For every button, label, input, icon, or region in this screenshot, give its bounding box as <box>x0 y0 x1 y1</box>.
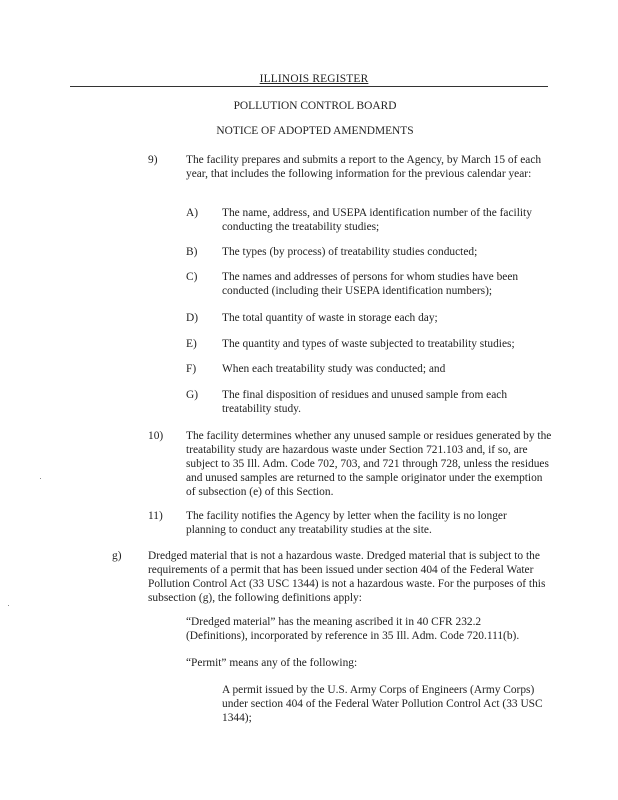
subitem-e-label: E) <box>186 338 197 350</box>
item-11-text: The facility notifies the Agency by letter when the facility is no longer planning to conduct any treatability studies at the site. <box>186 510 507 536</box>
definition-dredged-material: “Dredged material” has the meaning ascribed it in 40 CFR 232.2 (Definitions), incorporated by reference in 35 Ill. Adm. Code 720.111(b). <box>186 616 520 642</box>
item-10-number: 10) <box>148 430 164 442</box>
item-g-text: Dredged material that is not a hazardous waste. Dredged material that is subject to the requirements of a permit that has been issued under section 404 of the Federal Water Pollution Control Act (33 USC 1344) is not a hazardous waste. For the purposes of this subsection (g), the following definitions apply: <box>148 550 546 604</box>
subitem-b-label: B) <box>186 246 198 258</box>
item-9-number: 9) <box>148 154 158 166</box>
subitem-c-text: The names and addresses of persons for whom studies have been conducted (including their USEPA identification numbers); <box>222 271 519 297</box>
scan-speck <box>8 605 9 606</box>
subitem-d-label: D) <box>186 312 199 324</box>
item-g-number: g) <box>112 550 122 562</box>
subitem-f-label: F) <box>186 363 197 375</box>
subitem-f-text: When each treatability study was conducted; and <box>222 363 446 375</box>
notice-title: NOTICE OF ADOPTED AMENDMENTS <box>216 125 414 137</box>
subitem-e-text: The quantity and types of waste subjected to treatability studies; <box>222 338 515 350</box>
scan-speck <box>40 478 41 479</box>
item-9-text: The facility prepares and submits a report to the Agency, by March 15 of each year, that includes the following information for the previous calendar year: <box>186 154 542 180</box>
subitem-a-text: The name, address, and USEPA identification number of the facility conducting the treatability studies; <box>222 207 532 233</box>
subitem-a-label: A) <box>186 207 199 219</box>
permit-item-army-corps: A permit issued by the U.S. Army Corps of Engineers (Army Corps) under section 404 of the Federal Water Pollution Control Act (33 USC 1344); <box>222 684 543 724</box>
subitem-d-text: The total quantity of waste in storage each day; <box>222 312 438 324</box>
subitem-c-label: C) <box>186 271 198 283</box>
subitem-g-label: G) <box>186 389 199 401</box>
item-11-number: 11) <box>148 510 163 522</box>
board-title: POLLUTION CONTROL BOARD <box>233 100 397 112</box>
register-title: ILLINOIS REGISTER <box>259 73 369 85</box>
item-10-text: The facility determines whether any unused sample or residues generated by the treatability study are hazardous waste under Section 721.103 and, if so, are subject to 35 Ill. Adm. Code 702, 703, and 721 through 728, unless the residues and unused samples are returned to the sample originator under the exemption of subsection (e) of this Section. <box>186 430 552 498</box>
subitem-g-text: The final disposition of residues and unused sample from each treatability study. <box>222 389 508 415</box>
definition-permit: “Permit” means any of the following: <box>186 657 358 669</box>
subitem-b-text: The types (by process) of treatability studies conducted; <box>222 246 478 258</box>
header-rule <box>70 86 548 87</box>
